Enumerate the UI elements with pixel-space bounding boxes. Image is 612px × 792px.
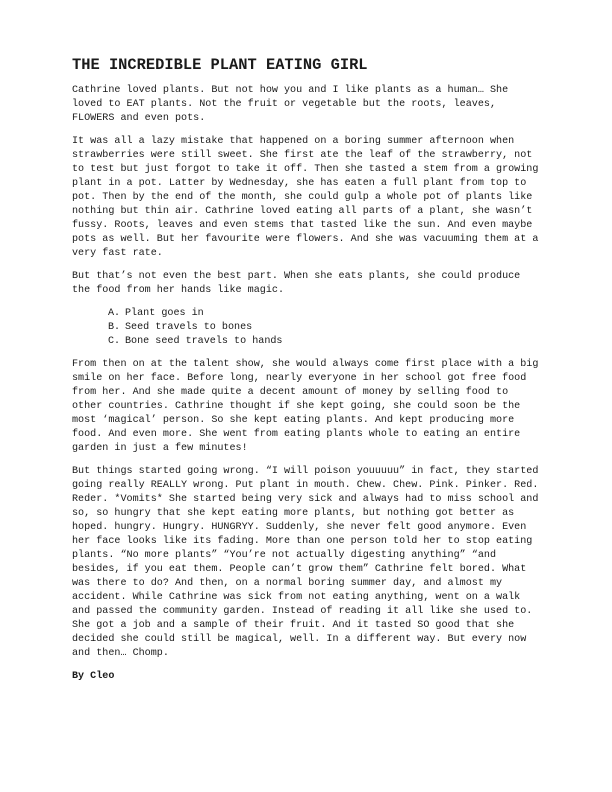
list-item-text: Bone seed travels to hands — [125, 336, 283, 347]
list-item — [108, 335, 542, 349]
paragraph-talent-show: From then on at the talent show, she would always come first place with a big smile on her face. Before long, nearly everyone in her school got free food from her. And she made quite a decent amount of money by selling food to other countries. Cathrine thought if she kept going, she could soon be the most ‘magical’ person. So she kept eating plants. And kept producing more food. And even more. She went from eating plants whole to eating an entire garden in just a few minutes! — [72, 359, 539, 454]
document-page — [72, 56, 542, 693]
steps-list — [72, 307, 542, 349]
list-item — [108, 321, 542, 335]
list-item-text: Plant goes in — [125, 308, 204, 319]
paragraph-intro: Cathrine loved plants. But not how you and I like plants as a human… She loved to EAT plants. Not the fruit or vegetable but the roots, leaves, FLOWERS and even pots. — [72, 85, 509, 124]
document-title: THE INCREDIBLE PLANT EATING GIRL — [72, 56, 368, 74]
list-item — [108, 307, 542, 321]
paragraph-best-part: But that’s not even the best part. When she eats plants, she could produce the food from her hands like magic. — [72, 271, 521, 296]
list-item-text: Seed travels to bones — [125, 322, 253, 333]
byline: By Cleo — [72, 671, 115, 682]
paragraph-mistake: It was all a lazy mistake that happened on a boring summer afternoon when strawberries were still sweet. She first ate the leaf of the strawberry, not to test but just forgot to take it off. Then she tasted a stem from a growing plant in a pot. Latter by Wednesday, she has eaten a full plant from top to pot. Then by the end of the month, she could gulp a whole pot of plants like nothing but thin air. Cathrine loved eating all parts of a plant, she wasn’t fussy. Roots, leaves and even stems that tasted like the sun. And even maybe pots as well. But her favourite were flowers. And she was vacuuming them at a very fast rate. — [72, 136, 539, 259]
paragraph-going-wrong: But things started going wrong. “I will poison youuuuu” in fact, they started going really REALLY wrong. Put plant in mouth. Chew. Chew. Pink. Pinker. Red. Reder. *Vomits* She started being very sick and always had to miss school and so, so hungry that she kept eating more plants, but nothing got better as hoped. hungry. Hungry. HUNGRYY. Suddenly, she never felt good anymore. Even her face looks like its fading. More than one person told her to stop eating plants. “No more plants” “You’re not actually digesting anything” “and besides, if you eat them. People can’t grow them” Cathrine felt bored. What was there to do? And then, on a normal boring summer day, and almost my accident. While Cathrine was sick from not eating anything, went on a walk and passed the community garden. Instead of reading it all like she used to. She got a job and a sample of their fruit. And it tasted SO good that she decided she could still be magical, well. In a different way. But every now and then… Chomp. — [72, 466, 539, 659]
list-marker: B. — [108, 322, 121, 333]
list-marker: A. — [108, 308, 121, 319]
list-marker: C. — [108, 336, 121, 347]
